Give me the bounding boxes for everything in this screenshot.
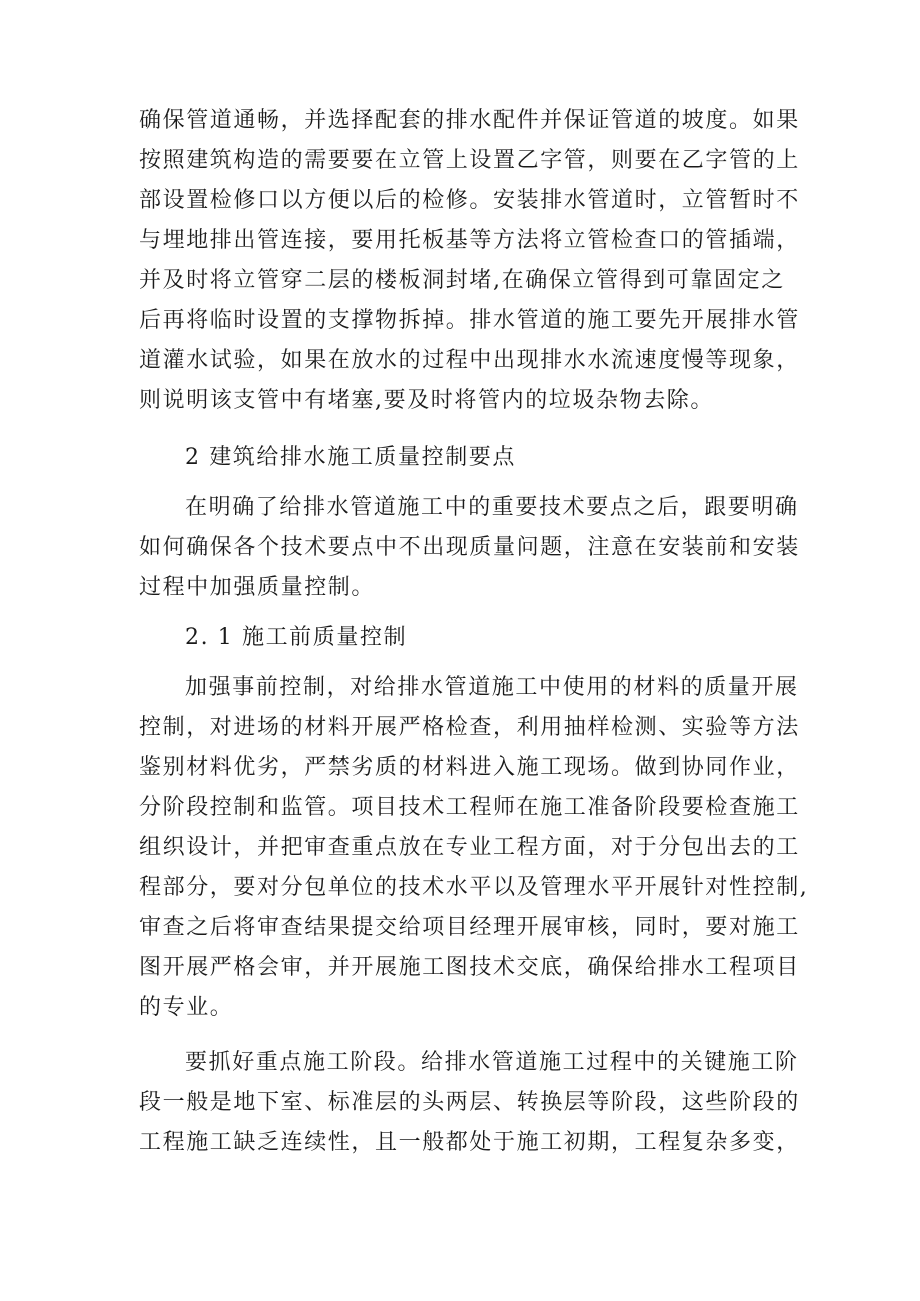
text-line: 控制，对进场的材料开展严格检查，利用抽样检测、实验等方法 bbox=[139, 715, 800, 740]
text-line: 图开展严格会审，并开展施工图技术交底，确保给排水工程项目 bbox=[139, 955, 800, 980]
text-line: 程部分，要对分包单位的技术水平以及管理水平开展针对性控制, bbox=[139, 875, 809, 900]
text-line: 段一般是地下室、标准层的头两层、转换层等阶段，这些阶段的 bbox=[139, 1090, 800, 1115]
text-line: 加强事前控制，对给排水管道施工中使用的材料的质量开展 bbox=[185, 675, 799, 700]
text-line: 要抓好重点施工阶段。给排水管道施工过程中的关键施工阶 bbox=[185, 1050, 799, 1075]
text-line: 则说明该支管中有堵塞,要及时将管内的垃圾杂物去除。 bbox=[139, 388, 714, 413]
text-line: 鉴别材料优劣，严禁劣质的材料进入施工现场。做到协同作业， bbox=[139, 755, 800, 780]
text-line: 与埋地排出管连接，要用托板基等方法将立管检查口的管插端， bbox=[139, 228, 800, 253]
text-line: 审查之后将审查结果提交给项目经理开展审核，同时，要对施工 bbox=[139, 915, 800, 940]
text-line: 后再将临时设置的支撑物拆掉。排水管道的施工要先开展排水管 bbox=[139, 308, 800, 333]
text-line: 如何确保各个技术要点中不出现质量问题，注意在安装前和安装 bbox=[139, 535, 800, 560]
text-line: 2 建筑给排水施工质量控制要点 bbox=[185, 445, 516, 470]
text-line: 分阶段控制和监管。项目技术工程师在施工准备阶段要检查施工 bbox=[139, 795, 800, 820]
text-line: 道灌水试验，如果在放水的过程中出现排水水流速度慢等现象， bbox=[139, 348, 800, 373]
text-line: 2. 1 施工前质量控制 bbox=[185, 625, 408, 650]
text-line: 按照建筑构造的需要要在立管上设置乙字管，则要在乙字管的上 bbox=[139, 148, 800, 173]
text-line: 确保管道通畅，并选择配套的排水配件并保证管道的坡度。如果 bbox=[139, 108, 800, 133]
text-line: 部设置检修口以方便以后的检修。安装排水管道时，立管暂时不 bbox=[139, 188, 800, 213]
text-line: 工程施工缺乏连续性，且一般都处于施工初期，工程复杂多变， bbox=[139, 1130, 800, 1155]
text-line: 过程中加强质量控制。 bbox=[139, 575, 376, 600]
text-line: 的专业。 bbox=[139, 995, 234, 1020]
text-line: 组织设计，并把审查重点放在专业工程方面，对于分包出去的工 bbox=[139, 835, 800, 860]
text-line: 在明确了给排水管道施工中的重要技术要点之后，跟要明确 bbox=[185, 495, 799, 520]
text-line: 并及时将立管穿二层的楼板洞封堵,在确保立管得到可靠固定之 bbox=[139, 268, 785, 293]
